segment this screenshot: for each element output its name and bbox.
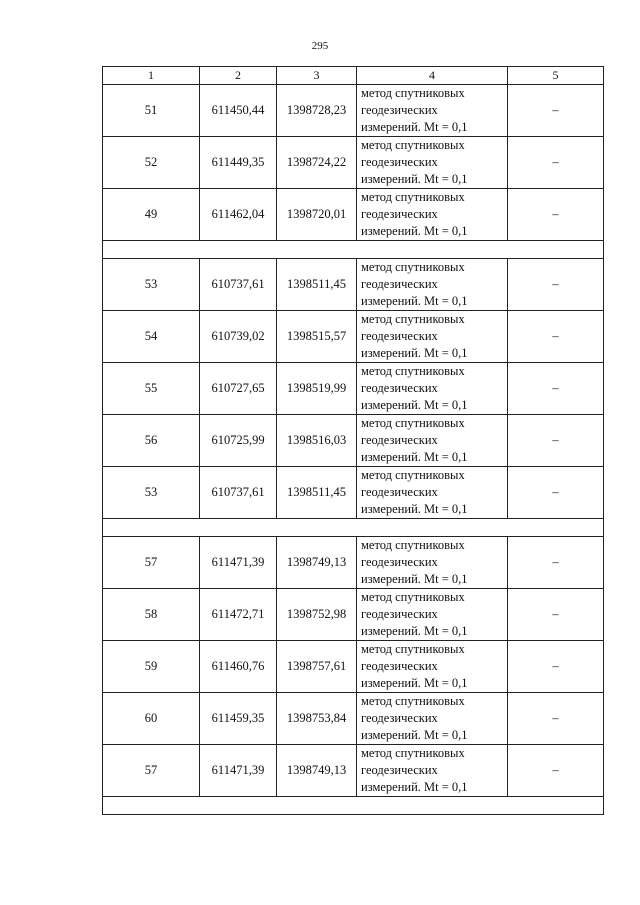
note-cell: – xyxy=(508,537,604,589)
point-number-cell: 53 xyxy=(103,467,200,519)
point-number-cell: 57 xyxy=(103,537,200,589)
separator-cell xyxy=(103,241,604,259)
method-text-line: метод спутниковых xyxy=(361,746,465,760)
column-header: 4 xyxy=(357,67,508,85)
point-number-cell: 56 xyxy=(103,415,200,467)
note-cell: – xyxy=(508,415,604,467)
x-coordinate-cell: 611459,35 xyxy=(200,693,277,745)
method-cell xyxy=(357,137,508,189)
method-cell xyxy=(357,745,508,797)
note-cell: – xyxy=(508,641,604,693)
group-separator-row xyxy=(103,519,604,537)
method-text-line: геодезических xyxy=(361,277,438,291)
method-text-line: измерений. Mt = 0,1 xyxy=(361,450,468,464)
method-text-line: измерений. Mt = 0,1 xyxy=(361,224,468,238)
y-coordinate-cell: 1398519,99 xyxy=(277,363,357,415)
note-cell: – xyxy=(508,137,604,189)
note-cell: – xyxy=(508,311,604,363)
separator-cell xyxy=(103,797,604,815)
x-coordinate-cell: 611471,39 xyxy=(200,745,277,797)
method-text-line: метод спутниковых xyxy=(361,86,465,100)
y-coordinate-cell: 1398511,45 xyxy=(277,467,357,519)
method-cell xyxy=(357,415,508,467)
method-text-line: геодезических xyxy=(361,763,438,777)
note-cell: – xyxy=(508,745,604,797)
x-coordinate-cell: 611460,76 xyxy=(200,641,277,693)
method-cell xyxy=(357,589,508,641)
note-cell: – xyxy=(508,467,604,519)
method-text-line: геодезических xyxy=(361,607,438,621)
y-coordinate-cell: 1398515,57 xyxy=(277,311,357,363)
method-text-line: измерений. Mt = 0,1 xyxy=(361,728,468,742)
y-coordinate-cell: 1398720,01 xyxy=(277,189,357,241)
separator-cell xyxy=(103,519,604,537)
method-text-line: измерений. Mt = 0,1 xyxy=(361,780,468,794)
point-number-cell: 60 xyxy=(103,693,200,745)
point-number-cell: 54 xyxy=(103,311,200,363)
y-coordinate-cell: 1398757,61 xyxy=(277,641,357,693)
method-text-line: метод спутниковых xyxy=(361,312,465,326)
column-header: 1 xyxy=(103,67,200,85)
method-text-line: метод спутниковых xyxy=(361,642,465,656)
method-text-line: метод спутниковых xyxy=(361,468,465,482)
y-coordinate-cell: 1398752,98 xyxy=(277,589,357,641)
note-cell: – xyxy=(508,693,604,745)
method-text-line: измерений. Mt = 0,1 xyxy=(361,346,468,360)
method-text-line: метод спутниковых xyxy=(361,694,465,708)
table-row xyxy=(103,137,604,189)
method-text-line: метод спутниковых xyxy=(361,138,465,152)
note-cell: – xyxy=(508,85,604,137)
method-text-line: геодезических xyxy=(361,103,438,117)
method-text-line: измерений. Mt = 0,1 xyxy=(361,572,468,586)
method-text-line: геодезических xyxy=(361,155,438,169)
point-number-cell: 52 xyxy=(103,137,200,189)
method-cell xyxy=(357,85,508,137)
table-row xyxy=(103,415,604,467)
method-text-line: метод спутниковых xyxy=(361,364,465,378)
table-row xyxy=(103,537,604,589)
table-row xyxy=(103,189,604,241)
x-coordinate-cell: 610737,61 xyxy=(200,467,277,519)
table-row xyxy=(103,259,604,311)
method-text-line: геодезических xyxy=(361,555,438,569)
note-cell: – xyxy=(508,189,604,241)
method-cell xyxy=(357,693,508,745)
method-text-line: геодезических xyxy=(361,381,438,395)
x-coordinate-cell: 611450,44 xyxy=(200,85,277,137)
note-cell: – xyxy=(508,589,604,641)
method-text-line: метод спутниковых xyxy=(361,416,465,430)
note-cell: – xyxy=(508,259,604,311)
method-cell xyxy=(357,467,508,519)
point-number-cell: 51 xyxy=(103,85,200,137)
point-number-cell: 55 xyxy=(103,363,200,415)
table-row xyxy=(103,85,604,137)
method-text-line: метод спутниковых xyxy=(361,538,465,552)
x-coordinate-cell: 610739,02 xyxy=(200,311,277,363)
method-text-line: измерений. Mt = 0,1 xyxy=(361,120,468,134)
group-separator-row xyxy=(103,241,604,259)
y-coordinate-cell: 1398749,13 xyxy=(277,537,357,589)
point-number-cell: 59 xyxy=(103,641,200,693)
method-cell xyxy=(357,641,508,693)
method-text-line: геодезических xyxy=(361,433,438,447)
method-text-line: метод спутниковых xyxy=(361,190,465,204)
x-coordinate-cell: 611472,71 xyxy=(200,589,277,641)
table-row xyxy=(103,311,604,363)
method-text-line: измерений. Mt = 0,1 xyxy=(361,172,468,186)
column-header: 5 xyxy=(508,67,604,85)
point-number-cell: 53 xyxy=(103,259,200,311)
y-coordinate-cell: 1398728,23 xyxy=(277,85,357,137)
method-text-line: геодезических xyxy=(361,485,438,499)
y-coordinate-cell: 1398511,45 xyxy=(277,259,357,311)
table-row xyxy=(103,363,604,415)
y-coordinate-cell: 1398724,22 xyxy=(277,137,357,189)
table-header-row xyxy=(103,67,604,85)
method-text-line: измерений. Mt = 0,1 xyxy=(361,294,468,308)
table-row xyxy=(103,745,604,797)
method-cell xyxy=(357,189,508,241)
point-number-cell: 58 xyxy=(103,589,200,641)
method-text-line: метод спутниковых xyxy=(361,260,465,274)
table-row xyxy=(103,589,604,641)
method-text-line: измерений. Mt = 0,1 xyxy=(361,398,468,412)
table-row xyxy=(103,641,604,693)
column-header: 3 xyxy=(277,67,357,85)
method-text-line: измерений. Mt = 0,1 xyxy=(361,502,468,516)
method-cell xyxy=(357,259,508,311)
coordinates-table xyxy=(102,66,604,815)
table-row xyxy=(103,693,604,745)
y-coordinate-cell: 1398749,13 xyxy=(277,745,357,797)
method-cell xyxy=(357,363,508,415)
group-separator-row xyxy=(103,797,604,815)
y-coordinate-cell: 1398753,84 xyxy=(277,693,357,745)
x-coordinate-cell: 611449,35 xyxy=(200,137,277,189)
x-coordinate-cell: 611471,39 xyxy=(200,537,277,589)
method-text-line: геодезических xyxy=(361,659,438,673)
method-text-line: измерений. Mt = 0,1 xyxy=(361,676,468,690)
table-row xyxy=(103,467,604,519)
y-coordinate-cell: 1398516,03 xyxy=(277,415,357,467)
method-text-line: измерений. Mt = 0,1 xyxy=(361,624,468,638)
x-coordinate-cell: 610727,65 xyxy=(200,363,277,415)
x-coordinate-cell: 611462,04 xyxy=(200,189,277,241)
page-number: 295 xyxy=(311,40,329,52)
column-header: 2 xyxy=(200,67,277,85)
method-text-line: метод спутниковых xyxy=(361,590,465,604)
x-coordinate-cell: 610737,61 xyxy=(200,259,277,311)
method-cell xyxy=(357,311,508,363)
method-text-line: геодезических xyxy=(361,207,438,221)
method-text-line: геодезических xyxy=(361,711,438,725)
point-number-cell: 49 xyxy=(103,189,200,241)
note-cell: – xyxy=(508,363,604,415)
method-cell xyxy=(357,537,508,589)
method-text-line: геодезических xyxy=(361,329,438,343)
point-number-cell: 57 xyxy=(103,745,200,797)
x-coordinate-cell: 610725,99 xyxy=(200,415,277,467)
